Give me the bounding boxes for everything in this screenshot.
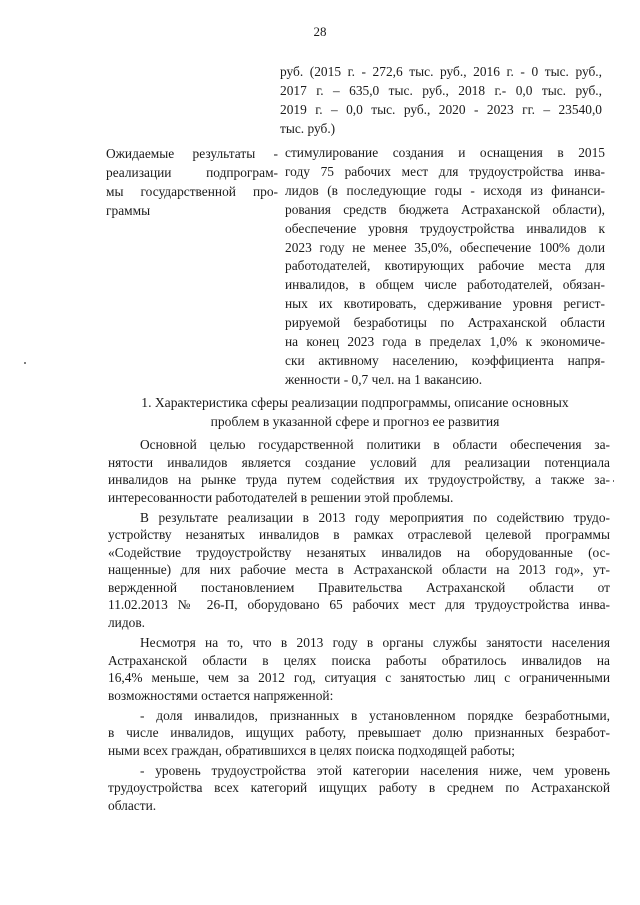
paragraph (108, 509, 610, 632)
results-line: рования средств бюджета Астраханской области), (285, 201, 605, 217)
paragraph-line: 16,4% меньше, чем за 2012 год, ситуация с занятостью лиц с ограниченными (108, 670, 610, 686)
label-line: граммы (106, 203, 151, 218)
paragraph (108, 762, 610, 815)
paragraph-line: лидов. (108, 614, 146, 630)
scan-speck (613, 480, 614, 482)
paragraph-line: Основной целью государственной политики в области обеспечения за- (140, 437, 610, 452)
expected-results-label (106, 144, 278, 220)
results-line: ски активному населению, коэффициента напря- (285, 352, 605, 368)
paragraph-line: в числе инвалидов, ищущих работу, превышает долю признанных безработ- (108, 725, 610, 741)
paragraph-line: нащенные) для них рабочие места в Астраханской области на 2013 год», ут- (108, 562, 610, 578)
results-line: лидов (в последующие годы - исходя из финанси- (285, 182, 605, 198)
results-line: работодателей, квотирующих рабочие места для (285, 258, 605, 274)
results-line: инвалидов, в общем числе работодателей, обязан- (285, 277, 605, 293)
paragraph-line: вержденной постановлением Правительства Астраханской области от (108, 579, 610, 595)
results-line: на конец 2023 года в пределах 1,0% к экономиче- (285, 334, 605, 350)
heading-line: проблем в указанной сфере и прогноз ее развития (210, 414, 500, 429)
paragraph (108, 634, 610, 704)
funding-continuation (280, 62, 602, 138)
heading-line: 1. Характеристика сферы реализации подпрограммы, описание основных (141, 395, 569, 410)
funding-line: тыс. руб.) (280, 121, 336, 136)
paragraph-line: - уровень трудоустройства этой категории населения ниже, чем уровень (140, 762, 610, 778)
paragraph-line: ными всех граждан, обратившихся в целях поиска подходящей работы; (108, 742, 515, 758)
paragraph-line: интересованности работодателей в решении этой проблемы. (108, 489, 454, 505)
paragraph (108, 436, 610, 506)
results-line: году 75 рабочих мест для трудоустройства инва- (285, 163, 605, 179)
results-line: рируемой безработицы по Астраханской области (285, 315, 605, 331)
expected-results-text (275, 144, 605, 390)
paragraph-line: нятости инвалидов является создание условий для реализации потенциала (108, 454, 610, 470)
paragraph-line: трудоустройства всех категорий ищущих работу в среднем по Астраханской (108, 780, 610, 796)
funding-line: 2019 г. – 0,0 тыс. руб., 2020 - 2023 гг. – 23540,0 (280, 102, 602, 117)
paragraph-line: инвалидов на рынке труда путем содействия их трудоустройству, а также за- (108, 472, 610, 488)
results-line: 2023 году не менее 35,0%, обеспечение 100% доли (285, 239, 605, 255)
paragraph-line: В результате реализации в 2013 году мероприятия по содействию трудо- (140, 509, 610, 525)
funding-line: руб. (2015 г. - 272,6 тыс. руб., 2016 г. - 0 тыс. руб., (280, 64, 602, 79)
page-number: 28 (313, 24, 327, 39)
paragraph-line: области. (108, 797, 157, 813)
scan-speck (24, 362, 26, 364)
paragraph-line: Астраханской области в целях поиска работы обратилось инвалидов на (108, 652, 610, 668)
section-heading (100, 393, 610, 431)
paragraph-line: устройству незанятых инвалидов в рамках отраслевой целевой программы (108, 527, 610, 543)
results-line: ных их квотировать, сдерживание уровня регист- (285, 296, 605, 312)
paragraph-line: возможностями остается напряженной: (108, 687, 334, 703)
results-line: женности - 0,7 чел. на 1 вакансию. (285, 371, 483, 387)
funding-line: 2017 г. – 635,0 тыс. руб., 2018 г.- 0,0 тыс. руб., (280, 83, 602, 98)
paragraph-line: 11.02.2013 № 26-П, оборудовано 65 рабочих мест для трудоустройства инва- (108, 597, 610, 613)
body-text (108, 436, 610, 817)
label-line: Ожидаемые результаты - (106, 146, 278, 161)
paragraph (108, 707, 610, 760)
label-line: мы государственной про- (106, 184, 278, 199)
results-line: стимулирование создания и оснащения в 2015 (285, 145, 605, 160)
paragraph-line: «Содействие трудоустройству незанятых инвалидов на оборудованные (ос- (108, 544, 610, 560)
paragraph-line: - доля инвалидов, признанных в установленном порядке безработными, (140, 707, 610, 723)
label-line: реализации подпрограм- (106, 165, 278, 180)
results-line: обеспечение уровня трудоустройства инвалидов к (285, 220, 605, 236)
paragraph-line: Несмотря на то, что в 2013 году в органы службы занятости населения (140, 635, 610, 651)
